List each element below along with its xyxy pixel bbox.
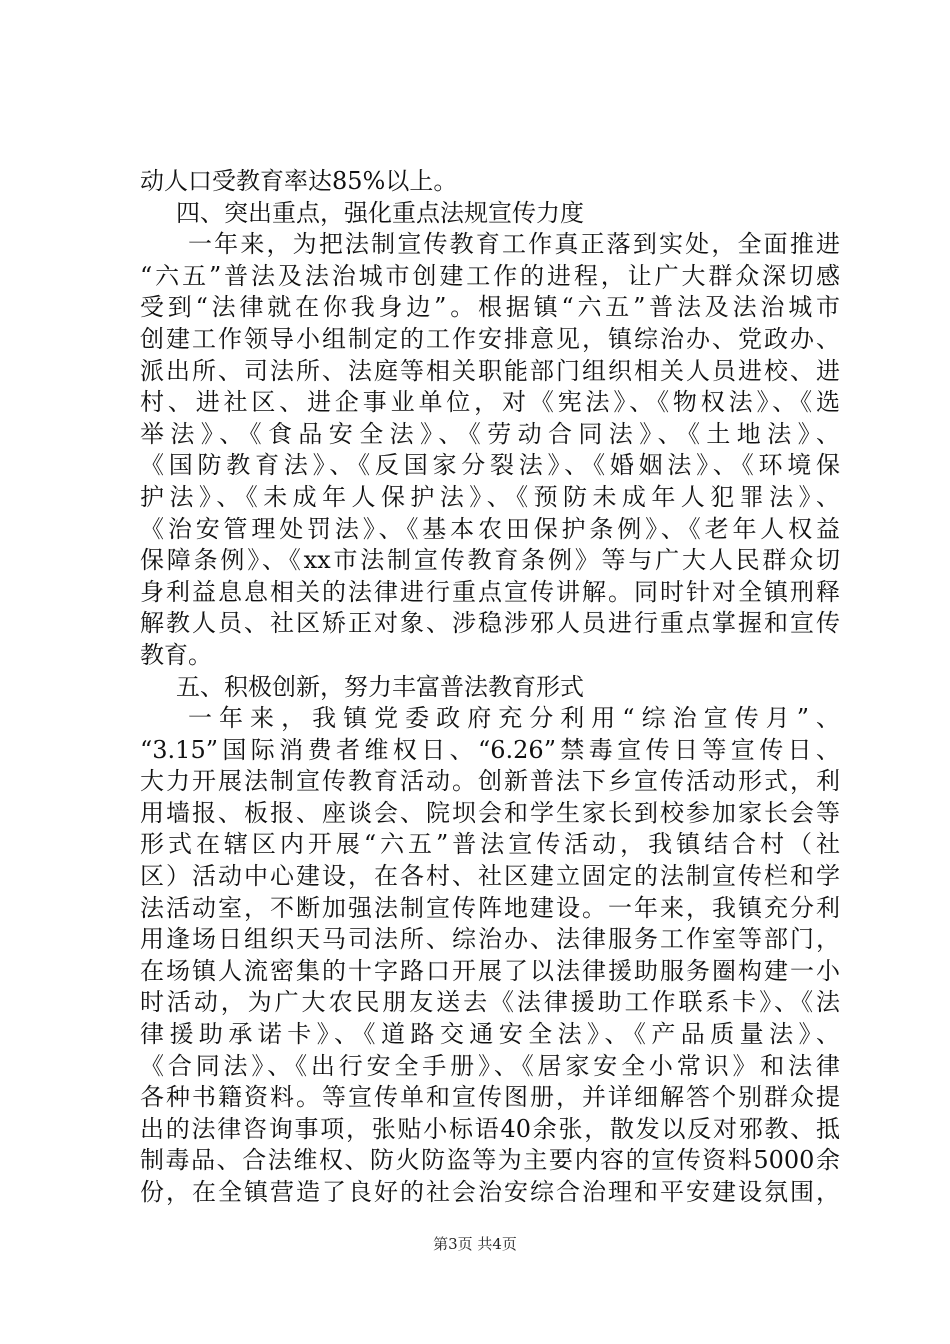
text-line: 制毒品、合法维权、防火防盗等为主要内容的宣传资料5000余 (140, 1146, 840, 1175)
text-line: 出的法律咨询事项，张贴小标语40余张，散发以反对邪教、抵 (140, 1114, 840, 1143)
text-line: 区）活动中心建设，在各村、社区建立固定的法制宣传栏和学 (140, 862, 840, 891)
text-line: 在场镇人流密集的十字路口开展了以法律援助服务圈构建一小 (140, 956, 840, 985)
section-heading: 四、突出重点，强化重点法规宣传力度 (176, 198, 584, 227)
text-line: 保障条例》、《xx市法制宣传教育条例》等与广大人民群众切 (140, 546, 840, 575)
page-footer: 第3页 共4页 (433, 1235, 517, 1253)
text-line: 教育。 (140, 640, 212, 669)
text-line: 创建工作领导小组制定的工作安排意见，镇综治办、党政办、 (140, 324, 840, 353)
text-line: 份，在全镇营造了良好的社会治安综合治理和平安建设氛围， (140, 1178, 840, 1206)
text-line: 派出所、司法所、法庭等相关职能部门组织相关人员进校、进 (140, 356, 840, 385)
text-line: 动人口受教育率达85%以上。 (140, 167, 458, 195)
text-line: 律援助承诺卡》、《道路交通安全法》、《产品质量法》、 (140, 1020, 840, 1049)
text-line: 身利益息息相关的法律进行重点宣传讲解。同时针对全镇刑释 (140, 577, 840, 606)
text-line: 《合同法》、《出行安全手册》、《居家安全小常识》和法律 (140, 1051, 840, 1080)
text-line: 受到“法律就在你我身边”。根据镇“六五”普法及法治城市 (140, 293, 840, 322)
document-body (140, 166, 840, 1209)
text-line: 护法》、《未成年人保护法》、《预防未成年人犯罪法》、 (140, 482, 840, 511)
text-line: 解教人员、社区矫正对象、涉稳涉邪人员进行重点掌握和宣传 (140, 609, 840, 638)
text-line: 大力开展法制宣传教育活动。创新普法下乡宣传活动形式，利 (140, 767, 840, 796)
text-line: 法活动室，不断加强法制宣传阵地建设。一年来，我镇充分利 (140, 893, 840, 922)
text-line: 《国防教育法》、《反国家分裂法》、《婚姻法》、《环境保 (140, 451, 840, 480)
section-heading: 五、积极创新，努力丰富普法教育形式 (176, 672, 584, 701)
text-line: 形式在辖区内开展“六五”普法宣传活动，我镇结合村（社 (140, 830, 840, 859)
text-line: 一年来，为把法制宣传教育工作真正落到实处，全面推进 (188, 230, 840, 259)
text-line: 用墙报、板报、座谈会、院坝会和学生家长到校参加家长会等 (140, 798, 840, 827)
text-line: 举法》、《食品安全法》、《劳动合同法》、《土地法》、 (140, 419, 840, 448)
text-line: “六五”普法及法治城市创建工作的进程，让广大群众深切感 (140, 261, 840, 290)
text-line: 用逢场日组织天马司法所、综治办、法律服务工作室等部门， (140, 925, 840, 954)
text-line: 《治安管理处罚法》、《基本农田保护条例》、《老年人权益 (140, 514, 840, 543)
text-line: 村、进社区、进企事业单位，对《宪法》、《物权法》、《选 (140, 388, 840, 417)
text-line: “3.15”国际消费者维权日、“6.26”禁毒宣传日等宣传日、 (140, 735, 840, 764)
text-line: 时活动，为广大农民朋友送去《法律援助工作联系卡》、《法 (140, 988, 840, 1017)
text-line: 各种书籍资料。等宣传单和宣传图册，并详细解答个别群众提 (140, 1083, 840, 1112)
text-line: 一年来，我镇党委政府充分利用“综治宣传月”、 (188, 704, 840, 733)
